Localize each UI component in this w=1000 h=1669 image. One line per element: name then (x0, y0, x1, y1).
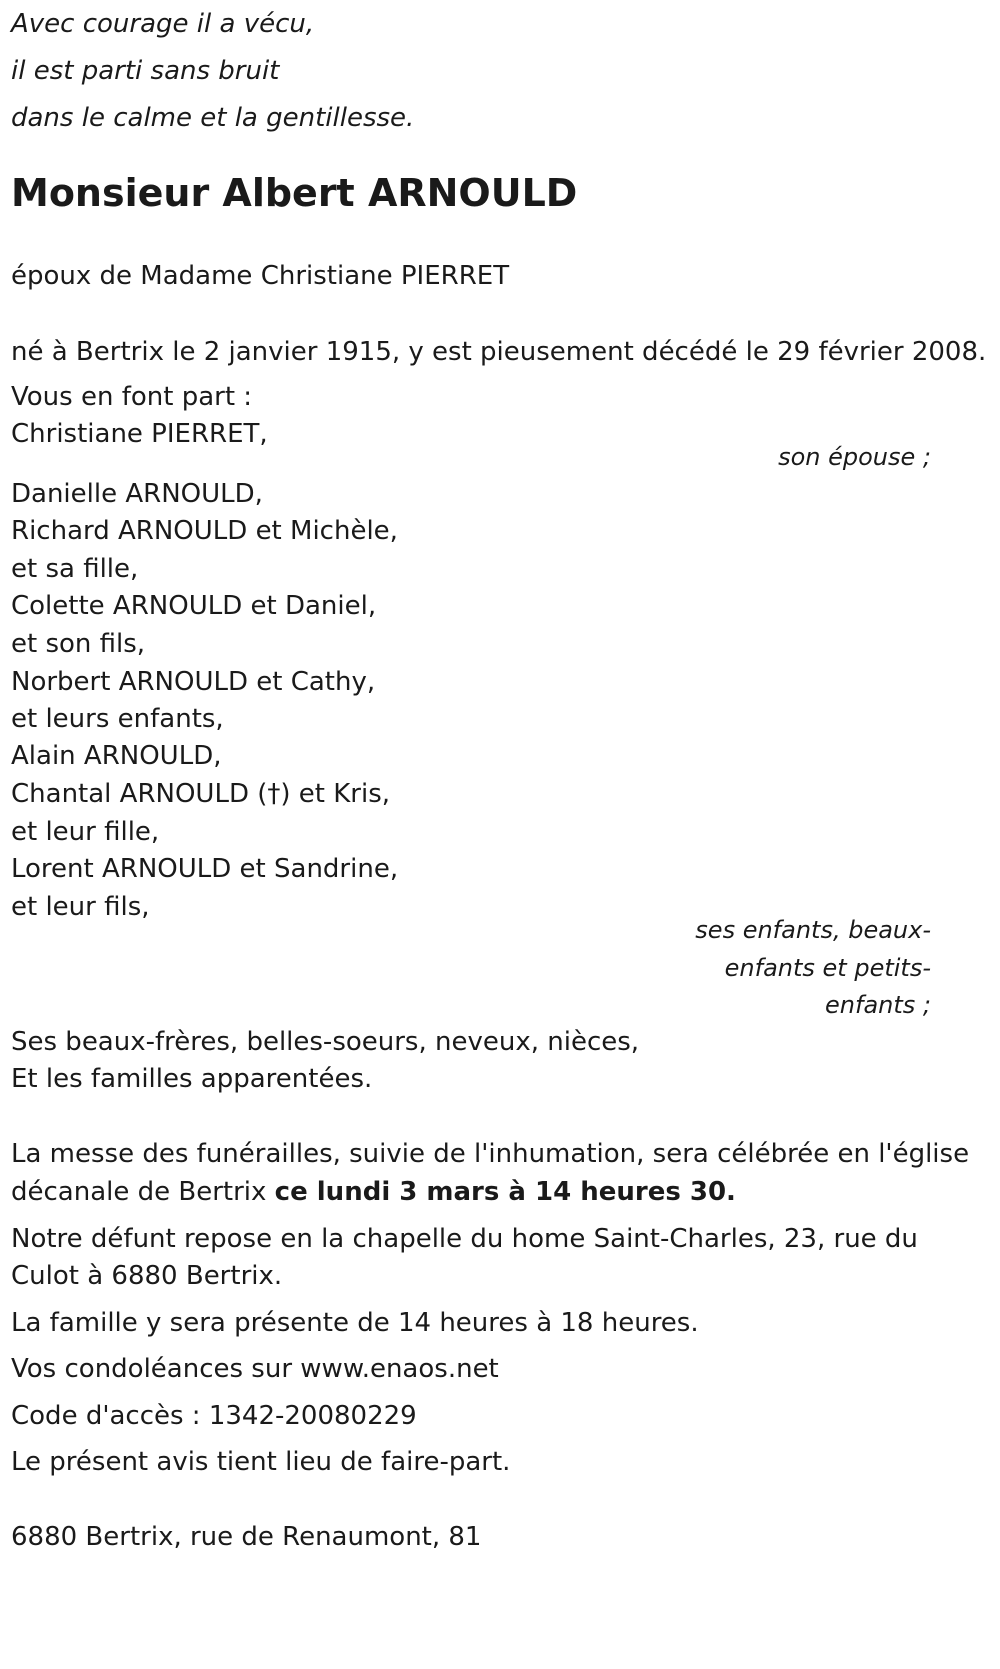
relatives-line: Ses beaux-frères, belles-soeurs, neveux, nièces, (11, 1027, 640, 1057)
family-line: Chantal ARNOULD (†) et Kris, (11, 779, 391, 809)
relatives-line: Et les familles apparentées. (11, 1064, 373, 1094)
children-role-line: enfants ; (825, 991, 931, 1019)
family-line: et son fils, (11, 629, 146, 659)
family-line: et leur fille, (11, 817, 160, 847)
family-line: et leur fils, (11, 892, 150, 922)
repose-line: Culot à 6880 Bertrix. (11, 1261, 283, 1291)
spouse-role: son épouse ; (778, 443, 931, 471)
spouse-name: Christiane PIERRET, (11, 419, 268, 449)
birth-death-line: né à Bertrix le 2 janvier 1915, y est pieusement décédé le 29 février 2008. (11, 337, 987, 367)
access-code: Code d'accès : 1342-20080229 (11, 1401, 417, 1431)
funeral-place: décanale de Bertrix (11, 1177, 275, 1207)
poem-line: Avec courage il a vécu, (11, 9, 315, 39)
family-presence: La famille y sera présente de 14 heures à 18 heures. (11, 1308, 699, 1338)
family-line: Lorent ARNOULD et Sandrine, (11, 854, 399, 884)
family-line: Danielle ARNOULD, (11, 479, 263, 509)
family-line: Richard ARNOULD et Michèle, (11, 516, 398, 546)
children-role-line: enfants et petits- (724, 954, 931, 982)
repose-line: Notre défunt repose en la chapelle du home Saint-Charles, 23, rue du (11, 1224, 918, 1254)
family-line: et leurs enfants, (11, 704, 224, 734)
poem-line: il est parti sans bruit (11, 56, 280, 86)
spouse-line: époux de Madame Christiane PIERRET (11, 261, 510, 291)
condolences-line: Vos condoléances sur www.enaos.net (11, 1354, 499, 1384)
funeral-datetime: ce lundi 3 mars à 14 heures 30. (274, 1177, 736, 1207)
children-role-line: ses enfants, beaux- (695, 916, 931, 944)
address-line: 6880 Bertrix, rue de Renaumont, 81 (11, 1522, 482, 1552)
deceased-name: Monsieur Albert ARNOULD (11, 171, 578, 215)
family-line: Colette ARNOULD et Daniel, (11, 591, 377, 621)
funeral-line-2 (11, 1179, 736, 1205)
family-line: et sa fille, (11, 554, 139, 584)
announce-intro: Vous en font part : (11, 382, 253, 412)
funeral-line: La messe des funérailles, suivie de l'inhumation, sera célébrée en l'église (11, 1139, 970, 1169)
family-line: Norbert ARNOULD et Cathy, (11, 667, 376, 697)
poem-line: dans le calme et la gentillesse. (11, 103, 415, 133)
notice-line: Le présent avis tient lieu de faire-part. (11, 1447, 511, 1477)
family-line: Alain ARNOULD, (11, 741, 222, 771)
